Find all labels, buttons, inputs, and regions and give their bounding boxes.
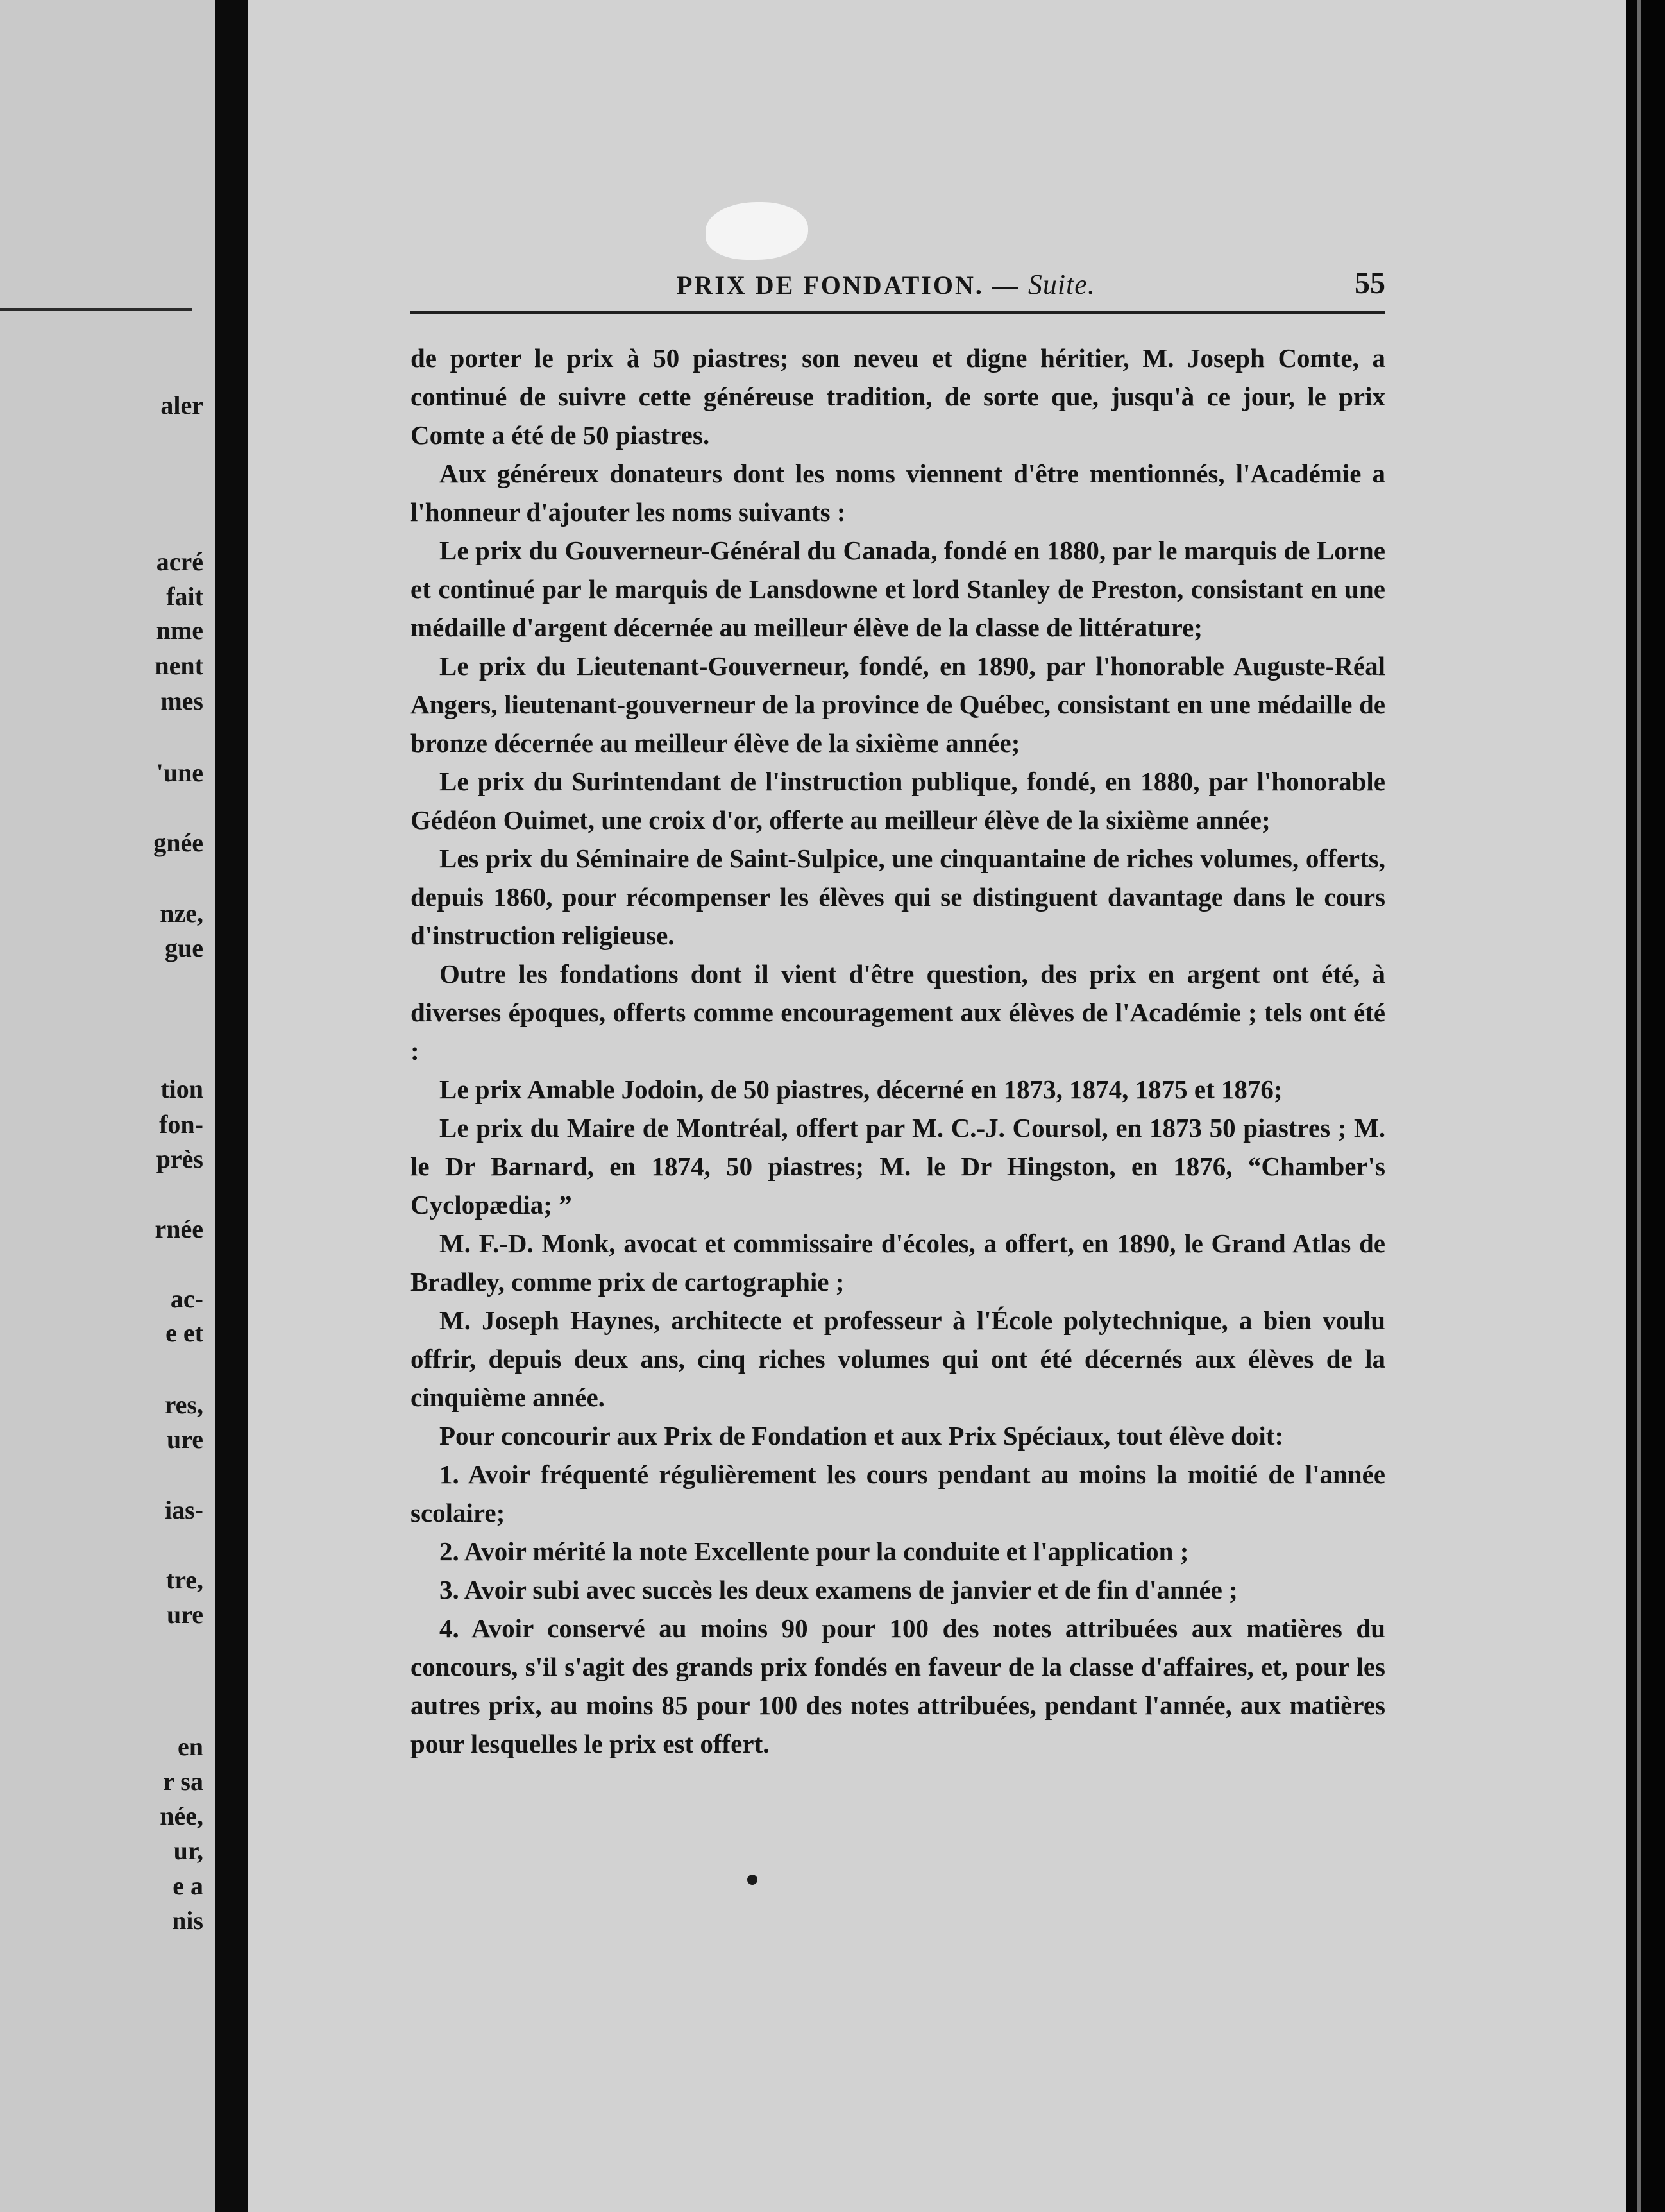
list-item: 3. Avoir subi avec succès les deux examens de janvier et de fin d'année ; (439, 1575, 1238, 1604)
previous-page-fragment: près (156, 1144, 203, 1173)
page-edge-line (1637, 0, 1641, 2212)
previous-page-fragment: nze, (160, 899, 203, 928)
ink-dot (747, 1875, 757, 1885)
paragraph: Le prix du Surintendant de l'instruction publique, fondé, en 1880, par l'honorable Gédéon Ouimet, une croix d'or, offerte au meilleur élève de la sixième année; (410, 767, 1385, 835)
paragraph: Aux généreux donateurs dont les noms viennent d'être mentionnés, l'Académie a l'honneur d'ajouter les noms suivants : (410, 459, 1385, 527)
page-edge (1626, 0, 1665, 2212)
previous-page-fragment: ure (166, 1600, 203, 1629)
previous-page-fragment: 'une (156, 758, 203, 787)
previous-page-fragment: e a (173, 1871, 203, 1900)
previous-page-fragment: r sa (163, 1767, 203, 1796)
previous-page-rule (0, 308, 192, 311)
running-head-suite: Suite. (1027, 269, 1095, 300)
previous-page-fragment: gnée (153, 828, 203, 857)
previous-page-fragment: ure (166, 1425, 203, 1454)
previous-page-fragment: nme (156, 616, 203, 645)
paper-smudge (706, 202, 808, 260)
previous-page-fragment: rnée (155, 1214, 203, 1243)
paragraph: Le prix du Gouverneur-Général du Canada, fondé en 1880, par le marquis de Lorne et continué par le marquis de Lansdowne et lord Stanley de Preston, consistant en une médaille d'argent décernée au meilleur élève de la classe de littérature; (410, 536, 1385, 642)
paragraph: Les prix du Séminaire de Saint-Sulpice, une cinquantaine de riches volumes, offerts, depuis 1860, pour récompenser les élèves qui se distinguent davantage dans le cours d'instruction religieuse. (410, 844, 1385, 950)
paragraph: Outre les fondations dont il vient d'être question, des prix en argent ont été, à diverses époques, offerts comme encouragement aux élèves de l'Académie ; tels ont été : (410, 959, 1385, 1066)
paragraph: Le prix du Lieutenant-Gouverneur, fondé, en 1890, par l'honorable Auguste-Réal Angers, lieutenant-gouverneur de la province de Québec, consistant en une médaille de bronze décernée au meilleur élève de la sixième année; (410, 651, 1385, 758)
running-head-title (677, 268, 1095, 301)
previous-page-fragment: fon- (159, 1110, 203, 1139)
running-head (410, 263, 1385, 302)
previous-page-fragment: ur, (173, 1836, 203, 1865)
previous-page-fragment: aler (160, 391, 203, 420)
header-rule (410, 311, 1385, 314)
page-number: 55 (1355, 266, 1385, 300)
paragraph: de porter le prix à 50 piastres; son neveu et digne héritier, M. Joseph Comte, a continué de suivre cette généreuse tradition, de sorte que, jusqu'à ce jour, le prix Comte a été de 50 piastres. (410, 343, 1385, 450)
previous-page-fragment: tion (160, 1075, 203, 1103)
previous-page-fragment: mes (160, 686, 203, 715)
previous-page-fragment: née, (160, 1801, 203, 1830)
paragraph: M. F.-D. Monk, avocat et commissaire d'écoles, a offert, en 1890, le Grand Atlas de Bradley, comme prix de cartographie ; (410, 1229, 1385, 1297)
book-gutter (215, 0, 248, 2212)
previous-page-edge (0, 0, 215, 2212)
previous-page-fragment: ias- (165, 1495, 203, 1524)
previous-page-fragment: nis (172, 1906, 203, 1935)
previous-page-fragment: ac- (170, 1284, 203, 1313)
previous-page-fragment: gue (165, 933, 203, 962)
body-text (410, 339, 1385, 1763)
running-head-title-text: PRIX DE FONDATION. — (677, 271, 1028, 300)
list-item: 2. Avoir mérité la note Excellente pour la conduite et l'application ; (439, 1536, 1189, 1566)
paragraph: Pour concourir aux Prix de Fondation et aux Prix Spéciaux, tout élève doit: (439, 1421, 1284, 1451)
paragraph: Le prix du Maire de Montréal, offert par M. C.-J. Coursol, en 1873 50 piastres ; M. le Dr Barnard, en 1874, 50 piastres; M. le Dr Hingston, en 1876, “Chamber's Cyclopædia; ” (410, 1113, 1385, 1220)
previous-page-fragment: acré (156, 547, 203, 576)
previous-page-fragment: tre, (165, 1565, 203, 1594)
paragraph: M. Joseph Haynes, architecte et professeur à l'École polytechnique, a bien voulu offrir, depuis deux ans, cinq riches volumes qui ont été décernés aux élèves de la cinquième année. (410, 1306, 1385, 1412)
previous-page-fragment: nent (155, 651, 203, 680)
previous-page-fragment: e et (165, 1318, 203, 1347)
list-item: 1. Avoir fréquenté régulièrement les cours pendant au moins la moitié de l'année scolaire; (410, 1459, 1385, 1527)
previous-page-fragment: res, (164, 1390, 203, 1419)
paragraph: Le prix Amable Jodoin, de 50 piastres, décerné en 1873, 1874, 1875 et 1876; (439, 1075, 1283, 1104)
previous-page-fragment: en (178, 1732, 203, 1761)
list-item: 4. Avoir conservé au moins 90 pour 100 des notes attribuées aux matières du concours, s'il s'agit des grands prix fondés en faveur de la classe d'affaires, et, pour les autres prix, au moins 85 pour 100 des notes attribuées, pendant l'année, aux matières pour lesquelles le prix est offert. (410, 1613, 1385, 1758)
previous-page-fragment: fait (166, 582, 203, 611)
